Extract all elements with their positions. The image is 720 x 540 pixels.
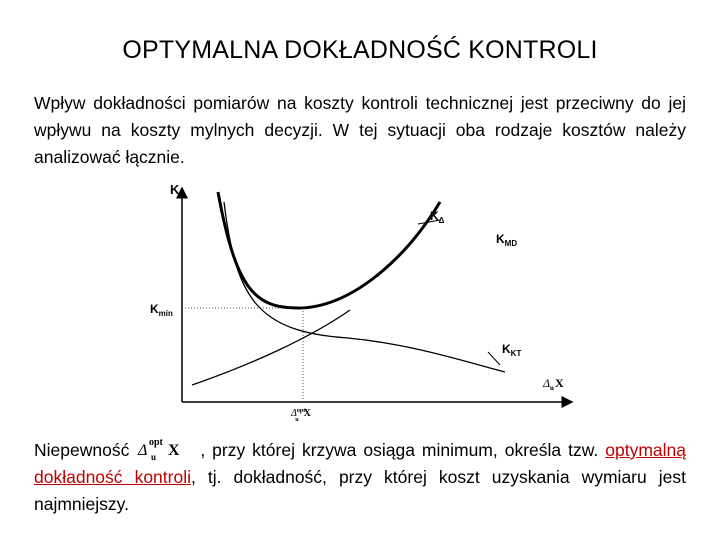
inline-uncertainty-symbol (136, 436, 200, 460)
text-before-symbol: Niepewność (34, 440, 130, 460)
kkt-label: $K_{KT}$ (502, 342, 522, 358)
text-rest: , tj. dokładność, przy której koszt uzyskania wymiaru jest najmniejszy. (34, 467, 686, 514)
highlight-term: optymalną dokładność kontroli (34, 440, 686, 487)
opt-axis-label: $\Delta^{opt}$ uX (291, 408, 311, 423)
k-delta-label: $K_\Delta$ (430, 209, 445, 225)
x-axis-label: $\Delta_uX$ (543, 376, 564, 392)
kmin-label: $K_{min}$ (150, 302, 173, 318)
text-after-symbol: , przy której krzywa osiąga minimum, określa tzw. (200, 440, 599, 460)
leader-kkt (488, 352, 500, 365)
curve-k-delta (218, 192, 440, 308)
cost-curves-diagram (140, 180, 580, 430)
inline-sup: opt (149, 437, 164, 448)
curve-kkt (192, 310, 350, 385)
inline-sub: u (151, 452, 157, 462)
inline-delta: Δ (138, 442, 148, 459)
page-title: OPTYMALNA DOKŁADNOŚĆ KONTROLI (122, 36, 598, 64)
y-axis-label: K (170, 182, 180, 197)
inline-symbol-svg (136, 436, 200, 462)
curve-kmd (224, 202, 505, 372)
conclusion-paragraph (34, 436, 686, 518)
inline-var: X (168, 442, 180, 459)
intro-paragraph: Wpływ dokładności pomiarów na koszty kontroli technicznej jest przeciwny do jej wpływu na koszty mylnych decyzji. W tej sytuacji oba rodzaje kosztów należy analizować łącznie. (34, 93, 686, 167)
kmd-label: $K_{MD}$ (496, 232, 518, 248)
